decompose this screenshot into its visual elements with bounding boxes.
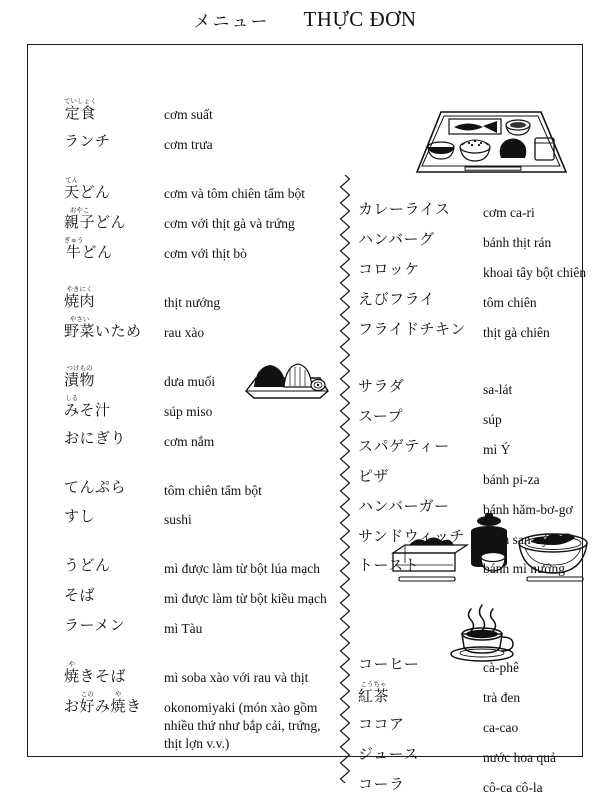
menu-entry-term: 漬物つけもの [64,363,96,389]
menu-entry-gloss: súp miso [164,403,213,419]
menu-entry[interactable] [358,285,608,312]
menu-entry-gloss: nước hoa quả [483,750,556,766]
menu-entry-term: サンドウィッチ [358,526,465,545]
menu-entry-gloss: mì được làm từ bột kiều mạch [164,591,327,607]
menu-entry-gloss: tôm chiên tẩm bột [164,482,262,498]
menu-entry[interactable] [358,770,608,797]
page-title [0,7,610,32]
menu-entry[interactable] [358,195,608,222]
menu-entry[interactable] [358,710,608,737]
menu-entry[interactable] [358,372,608,399]
menu-entry[interactable] [64,285,332,312]
menu-entry-gloss: rau xào [164,324,205,340]
menu-entry-gloss: dưa muối [164,373,216,389]
menu-entry-gloss: bánh mì nướng [483,561,565,577]
menu-entry-gloss: mì Ý [483,441,511,457]
menu-entry-term: ココア [358,715,405,734]
menu-group-yakisoba-okonomiyaki [64,660,332,753]
menu-entry-term: ハンバーグ [358,229,435,248]
menu-entry-term: コロッケ [358,259,420,278]
menu-entry[interactable] [64,551,332,578]
menu-entry-term: おにぎり [64,428,127,447]
menu-entry-gloss: cơm nắm [164,433,215,449]
menu-entry[interactable] [64,690,332,753]
menu-entry[interactable] [64,97,332,124]
menu-entry-gloss: mì soba xào với rau và thịt [164,670,309,686]
menu-entry[interactable] [64,424,332,451]
menu-entry-term: そば [64,586,96,605]
menu-entry-term: スパゲティー [358,436,450,455]
menu-group-western-mains [358,195,608,342]
menu-entry-term: ハンバーガー [358,496,450,515]
menu-entry-gloss: ca-cao [483,720,519,736]
menu-entry[interactable] [64,236,332,263]
menu-group-noodles [64,551,332,638]
menu-entry-gloss: bánh hăm-bơ-gơ [483,501,573,517]
menu-entry-term: 牛ぎゅうどん [64,235,113,261]
menu-entry-gloss: okonomiyaki (món xào gồm nhiều thứ như bắp cải, trứng, thịt lợn v.v.) [164,690,332,753]
page-title-japanese: メニュー [193,12,270,32]
menu-entry-term: ランチ [64,131,111,150]
menu-entry-gloss: thịt nướng [164,294,221,310]
menu-entry-gloss: bánh thịt rán [483,234,552,250]
menu-entry[interactable] [358,492,608,519]
menu-entry-gloss: sushi [164,512,192,528]
menu-entry-term: スープ [358,406,404,425]
menu-entry-term: みしるそ汁 [64,393,111,419]
menu-entry-gloss: bánh pi-za [483,471,540,487]
menu-entry-gloss: sa-lát [483,381,513,397]
menu-entry-gloss: cơm với thịt bò [164,245,247,261]
menu-group-drinks [358,650,608,797]
menu-entry[interactable] [358,551,608,578]
menu-entry-term: カレーライス [358,200,451,218]
menu-entry[interactable] [64,394,332,421]
menu-entry-term: 紅茶こうちゃ [358,680,390,706]
menu-entry-gloss: khoai tây bột chiên [483,264,587,280]
menu-entry[interactable] [358,402,608,429]
menu-group-rice-bowls [64,176,332,263]
menu-entry[interactable] [64,127,332,154]
menu-entry-gloss: tôm chiên [483,294,537,310]
menu-entry-term: コーヒー [358,655,420,674]
menu-entry[interactable] [358,650,608,677]
menu-entry[interactable] [64,206,332,233]
menu-entry-gloss: mì Tàu [164,621,203,637]
menu-entry-term: てんぷら [64,477,127,496]
menu-entry-term: コーラ [358,775,405,794]
menu-entry[interactable] [358,522,608,549]
menu-entry-term: トースト [358,556,420,575]
menu-group-sides [64,364,332,451]
menu-entry-term: ジュース [358,745,419,764]
menu-entry[interactable] [64,473,332,500]
menu-entry-term: ピザ [358,466,390,485]
menu-entry-term: 野菜やさいいため [64,314,142,340]
menu-entry-gloss: cơm trưa [164,136,213,152]
menu-entry[interactable] [64,364,332,391]
menu-entry-term: うどん [64,556,111,575]
left-menu-column [64,97,332,756]
menu-entry[interactable] [358,225,608,252]
menu-group-set-meals [64,97,332,154]
menu-entry-term: ラーメン [64,616,126,635]
teishoku-tray-illustration [413,102,568,180]
menu-entry[interactable] [358,255,608,282]
menu-entry[interactable] [358,680,608,707]
menu-entry-gloss: thịt gà chiên [483,324,550,340]
menu-group-tempura-sushi [64,473,332,530]
menu-entry-gloss-line: thịt lợn v.v.) [164,736,230,752]
menu-entry-term: お好このみ焼やき [64,690,142,716]
right-menu-column [358,195,608,800]
menu-entry-term: 焼やきそば [64,660,127,686]
menu-entry[interactable] [64,502,332,529]
menu-entry[interactable] [358,462,608,489]
menu-entry-gloss: cơm ca-ri [483,205,535,220]
menu-entry-gloss: bánh san-uých [483,531,562,547]
menu-entry[interactable] [64,581,332,608]
menu-group-grilled-stirfry [64,285,332,342]
menu-entry[interactable] [64,315,332,342]
menu-entry[interactable] [358,432,608,459]
menu-entry-gloss: cô-ca cô-la [483,780,543,796]
menu-entry-gloss: cà-phê [483,660,519,676]
menu-entry[interactable] [358,315,608,342]
menu-entry-term: 天てんどん [64,175,111,201]
menu-entry-gloss: cơm và tôm chiên tẩm bột [164,185,305,201]
menu-entry[interactable] [358,740,608,767]
menu-frame [27,44,587,796]
menu-entry-term: フライドチキン [358,319,466,338]
menu-entry-gloss: cơm suất [164,107,213,122]
menu-entry-term: すし [64,507,96,526]
menu-entry-gloss: cơm với thịt gà và trứng [164,215,295,231]
menu-entry-gloss: trà đen [483,690,521,706]
menu-entry-term: サラダ [358,376,405,395]
menu-entry[interactable] [64,611,332,638]
menu-entry-gloss: súp [483,411,502,427]
menu-entry[interactable] [64,176,332,203]
menu-entry-gloss-line: nhiều thứ như bắp cải, trứng, [164,718,321,734]
menu-entry-term: 焼肉やきにく [64,284,96,310]
page-title-vietnamese: THỰC ĐƠN [303,7,417,31]
wavy-column-divider [339,175,351,783]
menu-group-western-light [358,372,608,579]
menu-entry-gloss: mì được làm từ bột lúa mạch [164,561,320,577]
menu-entry-term: 定食ていしょく [64,97,97,122]
menu-entry[interactable] [64,660,332,687]
menu-entry-term: えびフライ [358,289,436,308]
menu-entry-term: 親子おやこどん [64,205,127,231]
